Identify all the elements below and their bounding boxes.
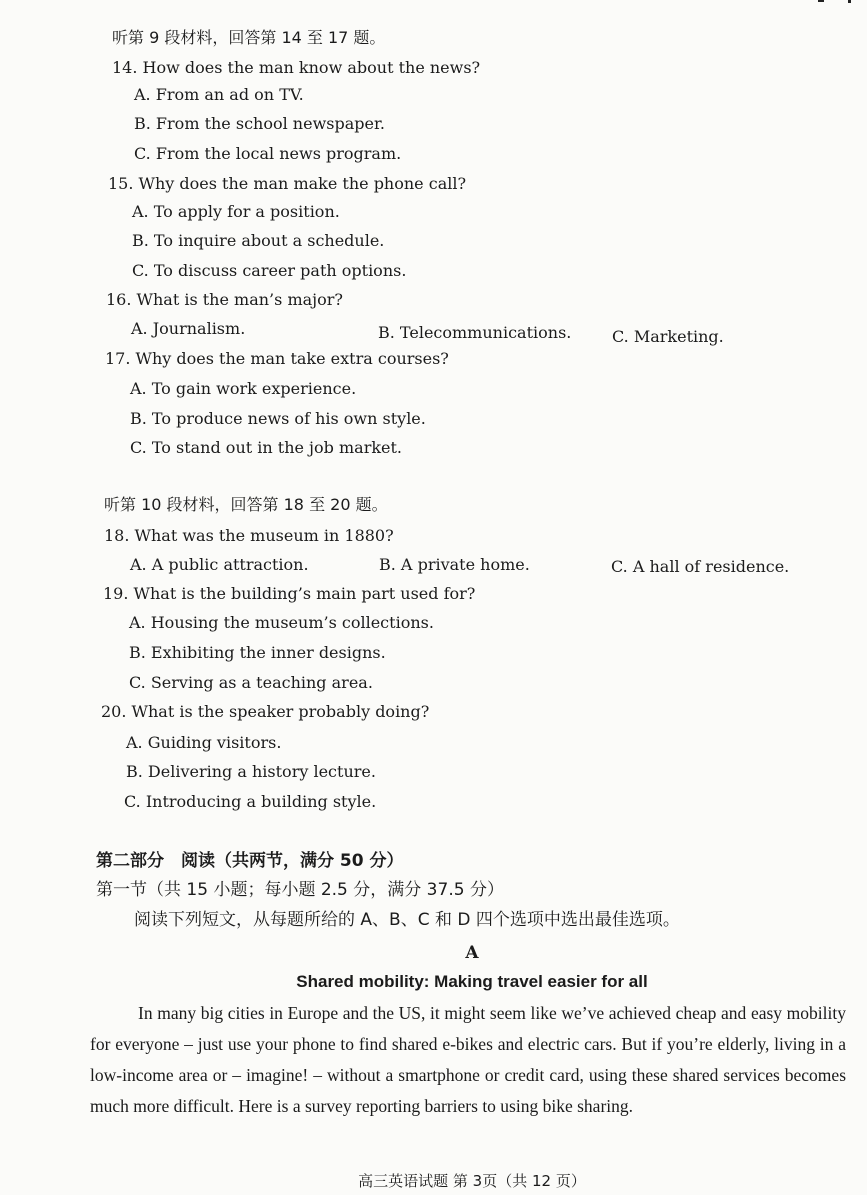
q17-option-a: A. To gain work experience. <box>130 379 357 398</box>
q15-stem: 15. Why does the man make the phone call? <box>108 174 467 193</box>
scan-mark <box>848 0 851 3</box>
q14-option-b: B. From the school newspaper. <box>134 114 385 133</box>
q18-stem: 18. What was the museum in 1880? <box>104 526 394 545</box>
q15-option-c: C. To discuss career path options. <box>132 261 407 280</box>
reading-instructions: 阅读下列短文，从每题所给的 A、B、C 和 D 四个选项中选出最佳选项。 <box>134 910 680 930</box>
passage-title: Shared mobility: Making travel easier for all <box>296 972 648 991</box>
q18-option-c: C. A hall of residence. <box>611 557 790 576</box>
section9-header: 听第 9 段材料，回答第 14 至 17 题。 <box>112 28 386 47</box>
q14-option-c: C. From the local news program. <box>134 144 402 163</box>
q15-option-b: B. To inquire about a schedule. <box>132 231 385 250</box>
q20-option-c: C. Introducing a building style. <box>124 792 377 811</box>
section1-title: 第一节（共 15 小题；每小题 2.5 分，满分 37.5 分） <box>96 880 504 900</box>
q16-option-c: C. Marketing. <box>612 327 724 346</box>
q19-option-c: C. Serving as a teaching area. <box>129 673 373 692</box>
q19-option-a: A. Housing the museum’s collections. <box>129 613 434 632</box>
q14-option-a: A. From an ad on TV. <box>134 85 304 104</box>
scan-mark <box>818 0 824 2</box>
q14-stem: 14. How does the man know about the news? <box>112 58 481 77</box>
q17-option-c: C. To stand out in the job market. <box>130 438 403 457</box>
passage-body: In many big cities in Europe and the US, it might seem like we’ve achieved cheap and easy mobility for everyone – just use your phone to find shared e-bikes and electric cars. But if you’re elderly, living in a low-income area or – imagine! – without a smartphone or credit card, using these shared services becomes much more difficult. Here is a survey reporting barriers to using bike sharing. <box>90 1003 846 1116</box>
q19-stem: 19. What is the building’s main part used for? <box>103 584 476 603</box>
q16-option-a: A. Journalism. <box>131 319 246 338</box>
q16-stem: 16. What is the man’s major? <box>106 290 343 309</box>
q15-option-a: A. To apply for a position. <box>132 202 340 221</box>
q20-option-a: A. Guiding visitors. <box>126 733 282 752</box>
q17-stem: 17. Why does the man take extra courses? <box>105 349 449 368</box>
q20-option-b: B. Delivering a history lecture. <box>126 762 376 781</box>
q18-option-a: A. A public attraction. <box>130 555 309 574</box>
q16-option-b: B. Telecommunications. <box>378 323 572 342</box>
q17-option-b: B. To produce news of his own style. <box>130 409 426 428</box>
page-footer: 高三英语试题 第 3页（共 12 页） <box>358 1172 586 1190</box>
q18-option-b: B. A private home. <box>379 555 530 574</box>
passage-letter: A <box>465 943 479 963</box>
section10-header: 听第 10 段材料，回答第 18 至 20 题。 <box>104 495 388 514</box>
q20-stem: 20. What is the speaker probably doing? <box>101 702 430 721</box>
q19-option-b: B. Exhibiting the inner designs. <box>129 643 386 662</box>
part2-title: 第二部分 阅读（共两节，满分 50 分） <box>96 851 404 871</box>
